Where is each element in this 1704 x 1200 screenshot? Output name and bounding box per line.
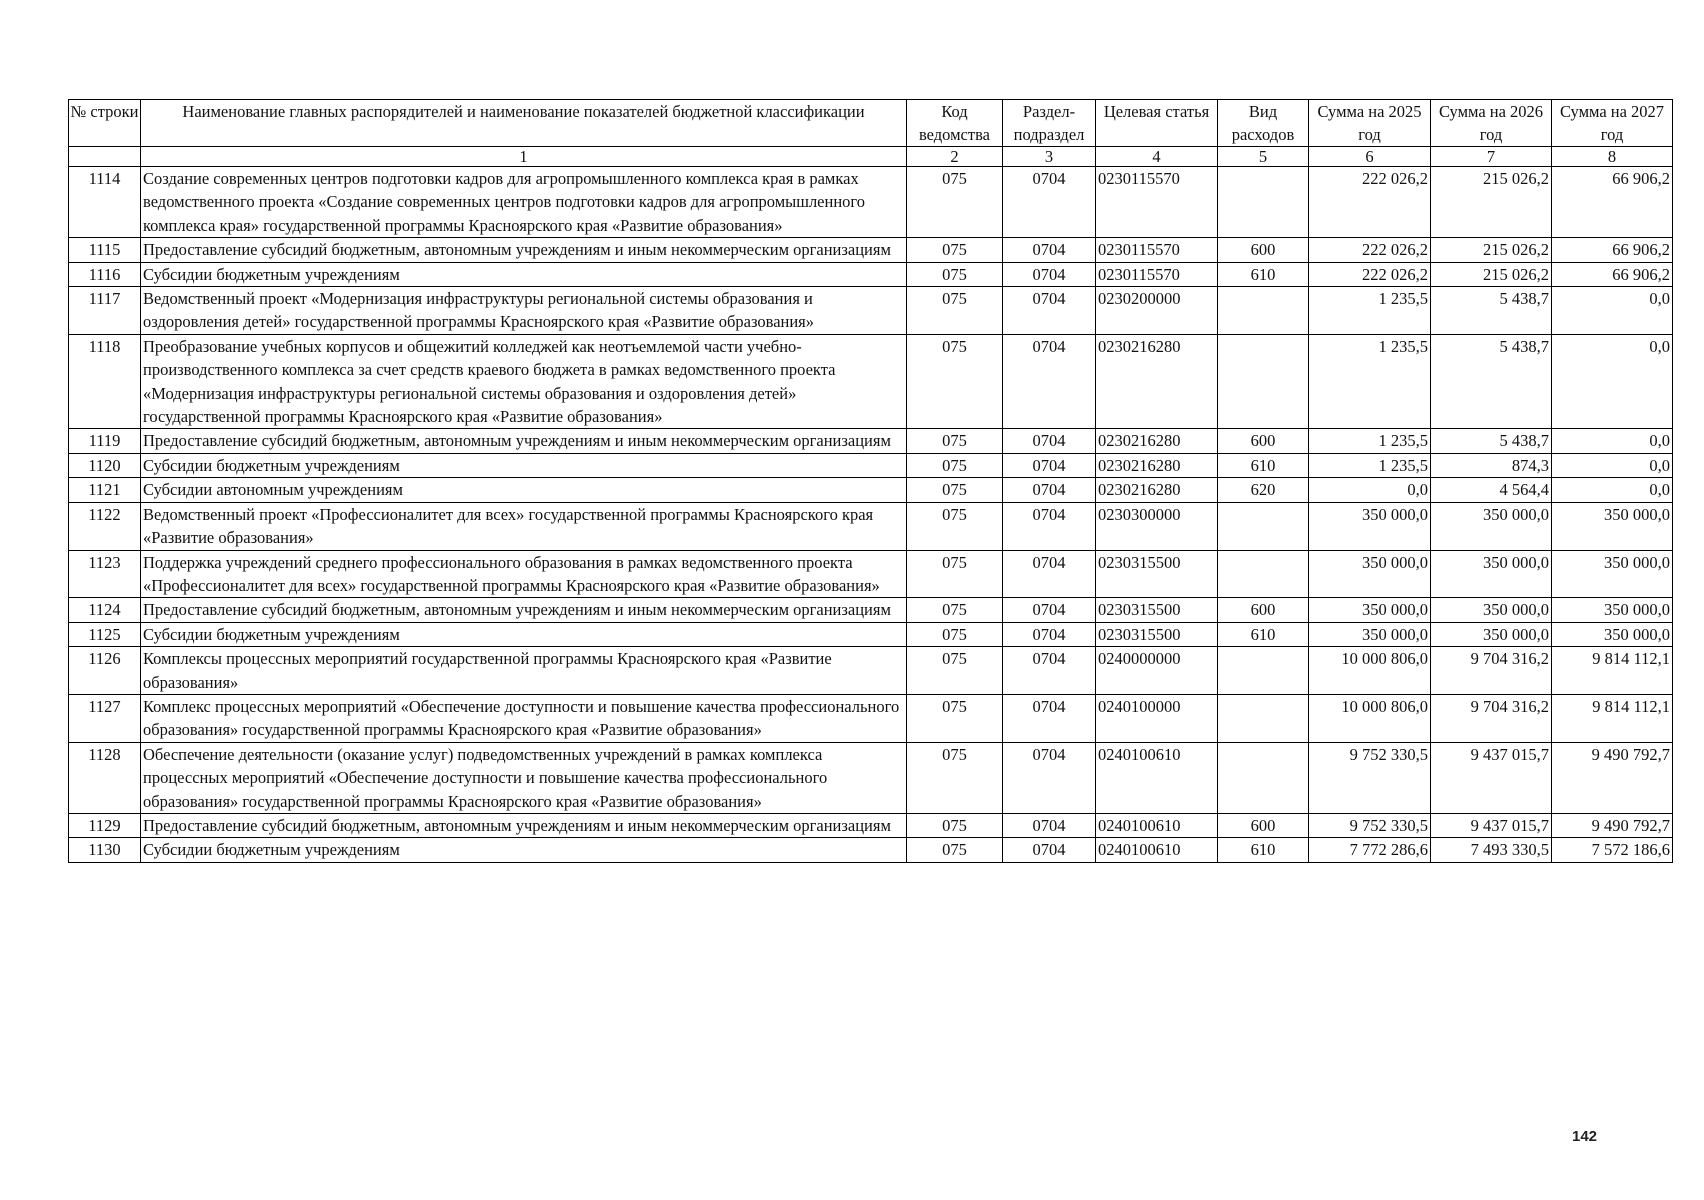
table-row <box>69 262 1673 286</box>
row-sum-2026: 350 000,0 <box>1431 502 1552 550</box>
row-sum-2026: 350 000,0 <box>1431 550 1552 598</box>
row-sum-2026: 874,3 <box>1431 453 1552 477</box>
row-expense-type <box>1218 694 1309 742</box>
row-expense-type <box>1218 167 1309 238</box>
row-dept-code: 075 <box>907 478 1003 502</box>
row-sum-2025: 350 000,0 <box>1309 598 1431 622</box>
row-sum-2026: 9 704 316,2 <box>1431 694 1552 742</box>
row-sum-2027: 0,0 <box>1552 478 1673 502</box>
row-sum-2026: 350 000,0 <box>1431 598 1552 622</box>
row-sum-2027: 9 490 792,7 <box>1552 813 1673 837</box>
table-row <box>69 287 1673 335</box>
table-row <box>69 478 1673 502</box>
row-target-article: 0230216280 <box>1096 478 1218 502</box>
row-section: 0704 <box>1003 453 1096 477</box>
header-dept-code: Код ведомства <box>907 100 1003 147</box>
row-target-article: 0230216280 <box>1096 429 1218 453</box>
table-row <box>69 502 1673 550</box>
row-name: Субсидии бюджетным учреждениям <box>141 622 907 646</box>
row-name: Предоставление субсидий бюджетным, автономным учреждениям и иным некоммерческим организациям <box>141 598 907 622</box>
table-row <box>69 334 1673 429</box>
row-sum-2027: 350 000,0 <box>1552 598 1673 622</box>
row-dept-code: 075 <box>907 429 1003 453</box>
table-row <box>69 622 1673 646</box>
row-section: 0704 <box>1003 838 1096 862</box>
row-sum-2025: 9 752 330,5 <box>1309 813 1431 837</box>
header-expense-type: Вид расходов <box>1218 100 1309 147</box>
row-section: 0704 <box>1003 429 1096 453</box>
row-expense-type <box>1218 502 1309 550</box>
row-sum-2026: 9 437 015,7 <box>1431 813 1552 837</box>
table-row <box>69 694 1673 742</box>
table-header-row <box>69 100 1673 147</box>
row-sum-2026: 215 026,2 <box>1431 167 1552 238</box>
row-expense-type <box>1218 647 1309 695</box>
row-sum-2027: 0,0 <box>1552 429 1673 453</box>
row-name: Предоставление субсидий бюджетным, автономным учреждениям и иным некоммерческим организациям <box>141 238 907 262</box>
table-row <box>69 453 1673 477</box>
row-sum-2027: 0,0 <box>1552 287 1673 335</box>
table-row <box>69 429 1673 453</box>
row-section: 0704 <box>1003 598 1096 622</box>
row-target-article: 0230315500 <box>1096 598 1218 622</box>
table-body <box>69 167 1673 863</box>
row-sum-2025: 1 235,5 <box>1309 287 1431 335</box>
row-target-article: 0230216280 <box>1096 334 1218 429</box>
row-name: Субсидии бюджетным учреждениям <box>141 838 907 862</box>
column-number <box>69 147 141 167</box>
row-sum-2025: 1 235,5 <box>1309 334 1431 429</box>
table-row <box>69 598 1673 622</box>
header-sum-2026: Сумма на 2026 год <box>1431 100 1552 147</box>
row-sum-2026: 5 438,7 <box>1431 287 1552 335</box>
row-dept-code: 075 <box>907 742 1003 813</box>
row-dept-code: 075 <box>907 550 1003 598</box>
row-expense-type <box>1218 334 1309 429</box>
row-sum-2026: 5 438,7 <box>1431 334 1552 429</box>
row-section: 0704 <box>1003 813 1096 837</box>
row-expense-type: 620 <box>1218 478 1309 502</box>
row-expense-type <box>1218 287 1309 335</box>
column-number: 4 <box>1096 147 1218 167</box>
column-number: 8 <box>1552 147 1673 167</box>
row-name: Создание современных центров подготовки кадров для агропромышленного комплекса края в рамках ведомственного проекта «Создание современных центров подготовки кадров для агропромышленного комплекса края» государственной программы Красноярского края «Развитие образования» <box>141 167 907 238</box>
table-row <box>69 238 1673 262</box>
table-row <box>69 838 1673 862</box>
row-dept-code: 075 <box>907 694 1003 742</box>
row-section: 0704 <box>1003 262 1096 286</box>
row-name: Преобразование учебных корпусов и общежитий колледжей как неотъемлемой части учебно-производственного комплекса за счет средств краевого бюджета в рамках ведомственного проекта «Модернизация инфраструктуры региональной системы образования и оздоровления детей» государственной программы Красноярского края «Развитие образования» <box>141 334 907 429</box>
row-number: 1121 <box>69 478 141 502</box>
row-target-article: 0240100610 <box>1096 813 1218 837</box>
row-dept-code: 075 <box>907 598 1003 622</box>
row-section: 0704 <box>1003 550 1096 598</box>
column-number: 2 <box>907 147 1003 167</box>
row-sum-2026: 5 438,7 <box>1431 429 1552 453</box>
row-expense-type <box>1218 550 1309 598</box>
row-number: 1118 <box>69 334 141 429</box>
row-sum-2025: 222 026,2 <box>1309 167 1431 238</box>
row-sum-2026: 4 564,4 <box>1431 478 1552 502</box>
row-target-article: 0230315500 <box>1096 622 1218 646</box>
row-sum-2026: 9 704 316,2 <box>1431 647 1552 695</box>
header-target-article: Целевая статья <box>1096 100 1218 147</box>
row-name: Обеспечение деятельности (оказание услуг) подведомственных учреждений в рамках комплекса процессных мероприятий «Обеспечение доступности и повышение качества профессионального образования» государственной программы Красноярского края «Развитие образования» <box>141 742 907 813</box>
row-number: 1128 <box>69 742 141 813</box>
row-number: 1130 <box>69 838 141 862</box>
row-sum-2026: 7 493 330,5 <box>1431 838 1552 862</box>
column-number: 5 <box>1218 147 1309 167</box>
row-dept-code: 075 <box>907 647 1003 695</box>
row-sum-2027: 66 906,2 <box>1552 262 1673 286</box>
row-expense-type: 600 <box>1218 598 1309 622</box>
row-sum-2025: 350 000,0 <box>1309 550 1431 598</box>
row-sum-2027: 9 814 112,1 <box>1552 647 1673 695</box>
row-target-article: 0230115570 <box>1096 238 1218 262</box>
row-section: 0704 <box>1003 694 1096 742</box>
row-expense-type <box>1218 742 1309 813</box>
row-expense-type: 610 <box>1218 262 1309 286</box>
column-number: 7 <box>1431 147 1552 167</box>
row-target-article: 0240100610 <box>1096 742 1218 813</box>
row-name: Предоставление субсидий бюджетным, автономным учреждениям и иным некоммерческим организациям <box>141 429 907 453</box>
row-expense-type: 600 <box>1218 238 1309 262</box>
row-number: 1125 <box>69 622 141 646</box>
row-name: Субсидии бюджетным учреждениям <box>141 453 907 477</box>
row-sum-2025: 350 000,0 <box>1309 502 1431 550</box>
row-number: 1126 <box>69 647 141 695</box>
row-expense-type: 610 <box>1218 453 1309 477</box>
row-dept-code: 075 <box>907 502 1003 550</box>
row-sum-2026: 215 026,2 <box>1431 262 1552 286</box>
row-target-article: 0240000000 <box>1096 647 1218 695</box>
row-sum-2027: 350 000,0 <box>1552 550 1673 598</box>
header-section: Раздел-подраздел <box>1003 100 1096 147</box>
column-number: 6 <box>1309 147 1431 167</box>
row-section: 0704 <box>1003 334 1096 429</box>
row-sum-2025: 7 772 286,6 <box>1309 838 1431 862</box>
row-name: Комплекс процессных мероприятий «Обеспечение доступности и повышение качества профессионального образования» государственной программы Красноярского края «Развитие образования» <box>141 694 907 742</box>
row-sum-2027: 350 000,0 <box>1552 502 1673 550</box>
row-name: Ведомственный проект «Модернизация инфраструктуры региональной системы образования и оздоровления детей» государственной программы Красноярского края «Развитие образования» <box>141 287 907 335</box>
row-number: 1120 <box>69 453 141 477</box>
row-number: 1119 <box>69 429 141 453</box>
row-sum-2027: 350 000,0 <box>1552 622 1673 646</box>
page-number: 142 <box>1572 1128 1598 1145</box>
header-sum-2025: Сумма на 2025 год <box>1309 100 1431 147</box>
row-number: 1127 <box>69 694 141 742</box>
row-target-article: 0240100000 <box>1096 694 1218 742</box>
row-dept-code: 075 <box>907 238 1003 262</box>
row-sum-2026: 9 437 015,7 <box>1431 742 1552 813</box>
row-sum-2025: 222 026,2 <box>1309 262 1431 286</box>
row-sum-2025: 222 026,2 <box>1309 238 1431 262</box>
row-section: 0704 <box>1003 287 1096 335</box>
column-number-row <box>69 147 1673 167</box>
row-sum-2025: 9 752 330,5 <box>1309 742 1431 813</box>
row-expense-type: 600 <box>1218 813 1309 837</box>
row-target-article: 0230300000 <box>1096 502 1218 550</box>
row-sum-2027: 66 906,2 <box>1552 238 1673 262</box>
row-sum-2027: 7 572 186,6 <box>1552 838 1673 862</box>
row-number: 1124 <box>69 598 141 622</box>
header-name: Наименование главных распорядителей и наименование показателей бюджетной классификации <box>141 100 907 147</box>
row-section: 0704 <box>1003 647 1096 695</box>
row-section: 0704 <box>1003 622 1096 646</box>
row-number: 1122 <box>69 502 141 550</box>
budget-table <box>68 99 1673 863</box>
row-sum-2025: 350 000,0 <box>1309 622 1431 646</box>
row-name: Субсидии автономным учреждениям <box>141 478 907 502</box>
row-dept-code: 075 <box>907 838 1003 862</box>
row-target-article: 0230115570 <box>1096 262 1218 286</box>
row-name: Предоставление субсидий бюджетным, автономным учреждениям и иным некоммерческим организациям <box>141 813 907 837</box>
row-section: 0704 <box>1003 502 1096 550</box>
row-dept-code: 075 <box>907 262 1003 286</box>
row-sum-2025: 10 000 806,0 <box>1309 694 1431 742</box>
table-row <box>69 742 1673 813</box>
row-dept-code: 075 <box>907 622 1003 646</box>
row-dept-code: 075 <box>907 334 1003 429</box>
row-sum-2025: 0,0 <box>1309 478 1431 502</box>
row-number: 1116 <box>69 262 141 286</box>
row-number: 1115 <box>69 238 141 262</box>
row-dept-code: 075 <box>907 813 1003 837</box>
row-sum-2026: 350 000,0 <box>1431 622 1552 646</box>
table-row <box>69 167 1673 238</box>
table-row <box>69 647 1673 695</box>
row-sum-2027: 9 814 112,1 <box>1552 694 1673 742</box>
row-sum-2026: 215 026,2 <box>1431 238 1552 262</box>
row-name: Комплексы процессных мероприятий государственной программы Красноярского края «Развитие образования» <box>141 647 907 695</box>
row-section: 0704 <box>1003 238 1096 262</box>
column-number: 3 <box>1003 147 1096 167</box>
header-sum-2027: Сумма на 2027 год <box>1552 100 1673 147</box>
row-dept-code: 075 <box>907 287 1003 335</box>
row-sum-2025: 1 235,5 <box>1309 453 1431 477</box>
row-number: 1114 <box>69 167 141 238</box>
row-sum-2027: 0,0 <box>1552 453 1673 477</box>
column-number: 1 <box>141 147 907 167</box>
row-number: 1129 <box>69 813 141 837</box>
row-name: Поддержка учреждений среднего профессионального образования в рамках ведомственного проекта «Профессионалитет для всех» государственной программы Красноярского края «Развитие образования» <box>141 550 907 598</box>
row-sum-2027: 0,0 <box>1552 334 1673 429</box>
row-target-article: 0240100610 <box>1096 838 1218 862</box>
table-row <box>69 813 1673 837</box>
row-target-article: 0230115570 <box>1096 167 1218 238</box>
row-expense-type: 610 <box>1218 838 1309 862</box>
row-dept-code: 075 <box>907 167 1003 238</box>
row-sum-2027: 9 490 792,7 <box>1552 742 1673 813</box>
row-name: Ведомственный проект «Профессионалитет для всех» государственной программы Красноярского края «Развитие образования» <box>141 502 907 550</box>
row-section: 0704 <box>1003 742 1096 813</box>
row-sum-2027: 66 906,2 <box>1552 167 1673 238</box>
row-target-article: 0230315500 <box>1096 550 1218 598</box>
row-expense-type: 610 <box>1218 622 1309 646</box>
header-row-no: № строки <box>69 100 141 147</box>
row-sum-2025: 10 000 806,0 <box>1309 647 1431 695</box>
row-number: 1123 <box>69 550 141 598</box>
row-section: 0704 <box>1003 167 1096 238</box>
row-dept-code: 075 <box>907 453 1003 477</box>
row-target-article: 0230216280 <box>1096 453 1218 477</box>
row-number: 1117 <box>69 287 141 335</box>
row-section: 0704 <box>1003 478 1096 502</box>
row-target-article: 0230200000 <box>1096 287 1218 335</box>
table-row <box>69 550 1673 598</box>
row-name: Субсидии бюджетным учреждениям <box>141 262 907 286</box>
row-expense-type: 600 <box>1218 429 1309 453</box>
row-sum-2025: 1 235,5 <box>1309 429 1431 453</box>
